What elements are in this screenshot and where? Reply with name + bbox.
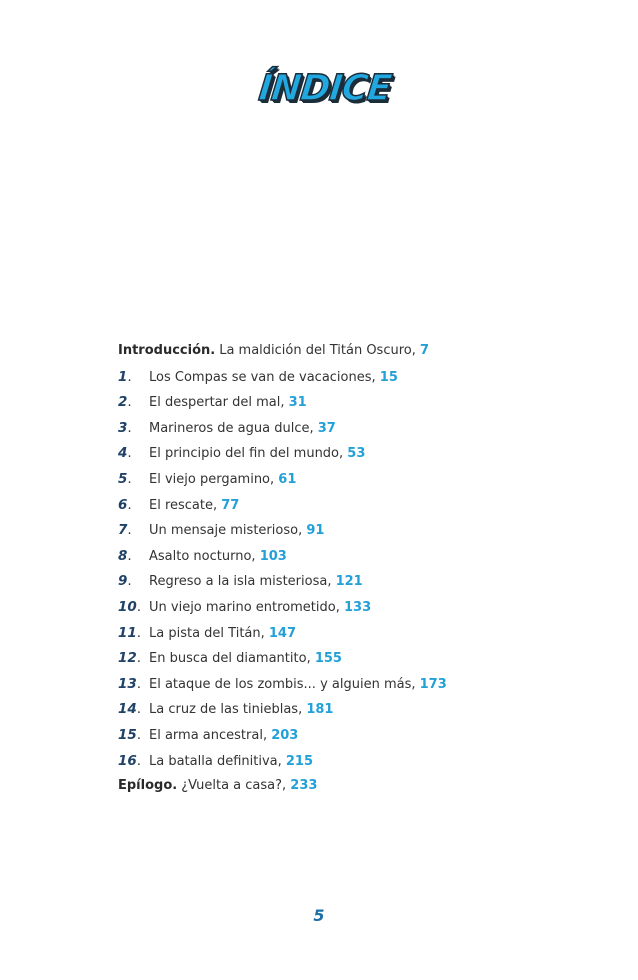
toc-chapter: 4. El principio del fin del mundo , 53 bbox=[118, 442, 538, 468]
chapter-title: Los Compas se van de vacaciones bbox=[149, 369, 372, 385]
chapter-title: Un mensaje misterioso bbox=[149, 523, 299, 539]
chapter-number: 12. bbox=[118, 650, 142, 667]
chapter-title: El principio del fin del mundo bbox=[149, 446, 340, 462]
chapter-number: 4. bbox=[118, 445, 132, 462]
toc-chapter: 8. Asalto nocturno , 103 bbox=[118, 545, 538, 571]
chapter-title: Marineros de agua dulce bbox=[149, 420, 310, 436]
chapter-title: El ataque de los zombis... y alguien más bbox=[149, 676, 412, 692]
chapter-page: 181 bbox=[306, 702, 334, 718]
chapter-title: Asalto nocturno bbox=[149, 548, 252, 564]
chapter-page: 173 bbox=[419, 676, 447, 692]
chapter-number: 14. bbox=[118, 701, 142, 718]
chapter-title: La pista del Titán bbox=[149, 625, 261, 641]
chapter-page: 121 bbox=[335, 574, 363, 590]
toc-chapter: 6. El rescate , 77 bbox=[118, 494, 538, 520]
toc-intro: Introducción. La maldición del Titán Oscuro , 7 bbox=[118, 340, 538, 366]
chapter-title: El rescate bbox=[149, 497, 213, 513]
chapter-title: La batalla definitiva bbox=[149, 753, 278, 769]
toc-chapter: 3. Marineros de agua dulce , 37 bbox=[118, 417, 538, 443]
chapter-number: 3. bbox=[118, 419, 132, 436]
chapter-page: 31 bbox=[288, 395, 307, 411]
toc-chapter: 12. En busca del diamantito , 155 bbox=[118, 647, 538, 673]
chapter-title: Regreso a la isla misteriosa bbox=[149, 574, 328, 590]
toc-chapter: 16. La batalla definitiva , 215 bbox=[118, 750, 538, 776]
chapter-number: 6. bbox=[118, 496, 132, 513]
epilogue-page: 233 bbox=[290, 778, 318, 794]
chapter-title: El despertar del mal bbox=[149, 395, 281, 411]
chapter-number: 9. bbox=[118, 573, 132, 590]
chapter-number: 8. bbox=[118, 547, 132, 564]
toc-chapter: 13. El ataque de los zombis... y alguien más , 173 bbox=[118, 673, 538, 699]
chapter-page: 53 bbox=[347, 446, 366, 462]
chapter-page: 133 bbox=[344, 599, 372, 615]
chapter-number: 11. bbox=[118, 624, 142, 641]
table-of-contents bbox=[118, 340, 538, 801]
chapter-page: 103 bbox=[259, 548, 287, 564]
chapter-number: 10. bbox=[118, 598, 142, 615]
toc-chapter: 2. El despertar del mal , 31 bbox=[118, 391, 538, 417]
toc-chapter: 7. Un mensaje misterioso , 91 bbox=[118, 519, 538, 545]
chapter-page: 147 bbox=[268, 625, 297, 641]
chapter-title: Un viejo marino entrometido bbox=[149, 599, 336, 615]
chapter-page: 203 bbox=[271, 727, 299, 743]
toc-chapter: 11. La pista del Titán , 147 bbox=[118, 622, 538, 648]
page-number: 5 bbox=[313, 906, 325, 925]
chapter-title: La cruz de las tinieblas bbox=[149, 702, 299, 718]
chapter-number: 16. bbox=[118, 752, 142, 769]
title-banner bbox=[0, 58, 638, 118]
chapter-title: El viejo pergamino bbox=[149, 471, 271, 487]
page-title: ÍNDICE bbox=[256, 67, 394, 109]
epilogue-title: ¿Vuelta a casa? bbox=[181, 778, 283, 794]
chapter-page: 61 bbox=[278, 471, 297, 487]
intro-title: La maldición del Titán Oscuro bbox=[219, 343, 412, 358]
chapter-number: 1. bbox=[118, 368, 132, 385]
chapter-number: 13. bbox=[118, 675, 142, 692]
toc-chapter: 14. La cruz de las tinieblas , 181 bbox=[118, 698, 538, 724]
chapter-page: 215 bbox=[285, 753, 314, 769]
chapter-title: En busca del diamantito bbox=[149, 651, 307, 667]
toc-chapter: 5. El viejo pergamino , 61 bbox=[118, 468, 538, 494]
chapter-page: 37 bbox=[317, 420, 336, 436]
epilogue-label: Epílogo. bbox=[118, 778, 178, 794]
chapter-page: 91 bbox=[306, 523, 325, 539]
chapter-number: 5. bbox=[118, 470, 132, 487]
chapter-title: El arma ancestral bbox=[149, 727, 263, 743]
chapter-number: 7. bbox=[118, 522, 132, 539]
intro-page: 7 bbox=[420, 343, 430, 358]
toc-chapter: 9. Regreso a la isla misteriosa , 121 bbox=[118, 570, 538, 596]
chapter-page: 15 bbox=[379, 369, 398, 385]
toc-chapter: 1. Los Compas se van de vacaciones , 15 bbox=[118, 366, 538, 392]
toc-epilogue: Epílogo. ¿Vuelta a casa? , 233 bbox=[118, 775, 538, 801]
chapter-number: 15. bbox=[118, 726, 142, 743]
chapter-page: 155 bbox=[314, 651, 342, 667]
chapter-number: 2. bbox=[118, 394, 132, 411]
toc-chapter: 10. Un viejo marino entrometido , 133 bbox=[118, 596, 538, 622]
chapter-page: 77 bbox=[221, 497, 240, 513]
toc-chapter: 15. El arma ancestral , 203 bbox=[118, 724, 538, 750]
intro-label: Introducción. bbox=[118, 343, 216, 358]
